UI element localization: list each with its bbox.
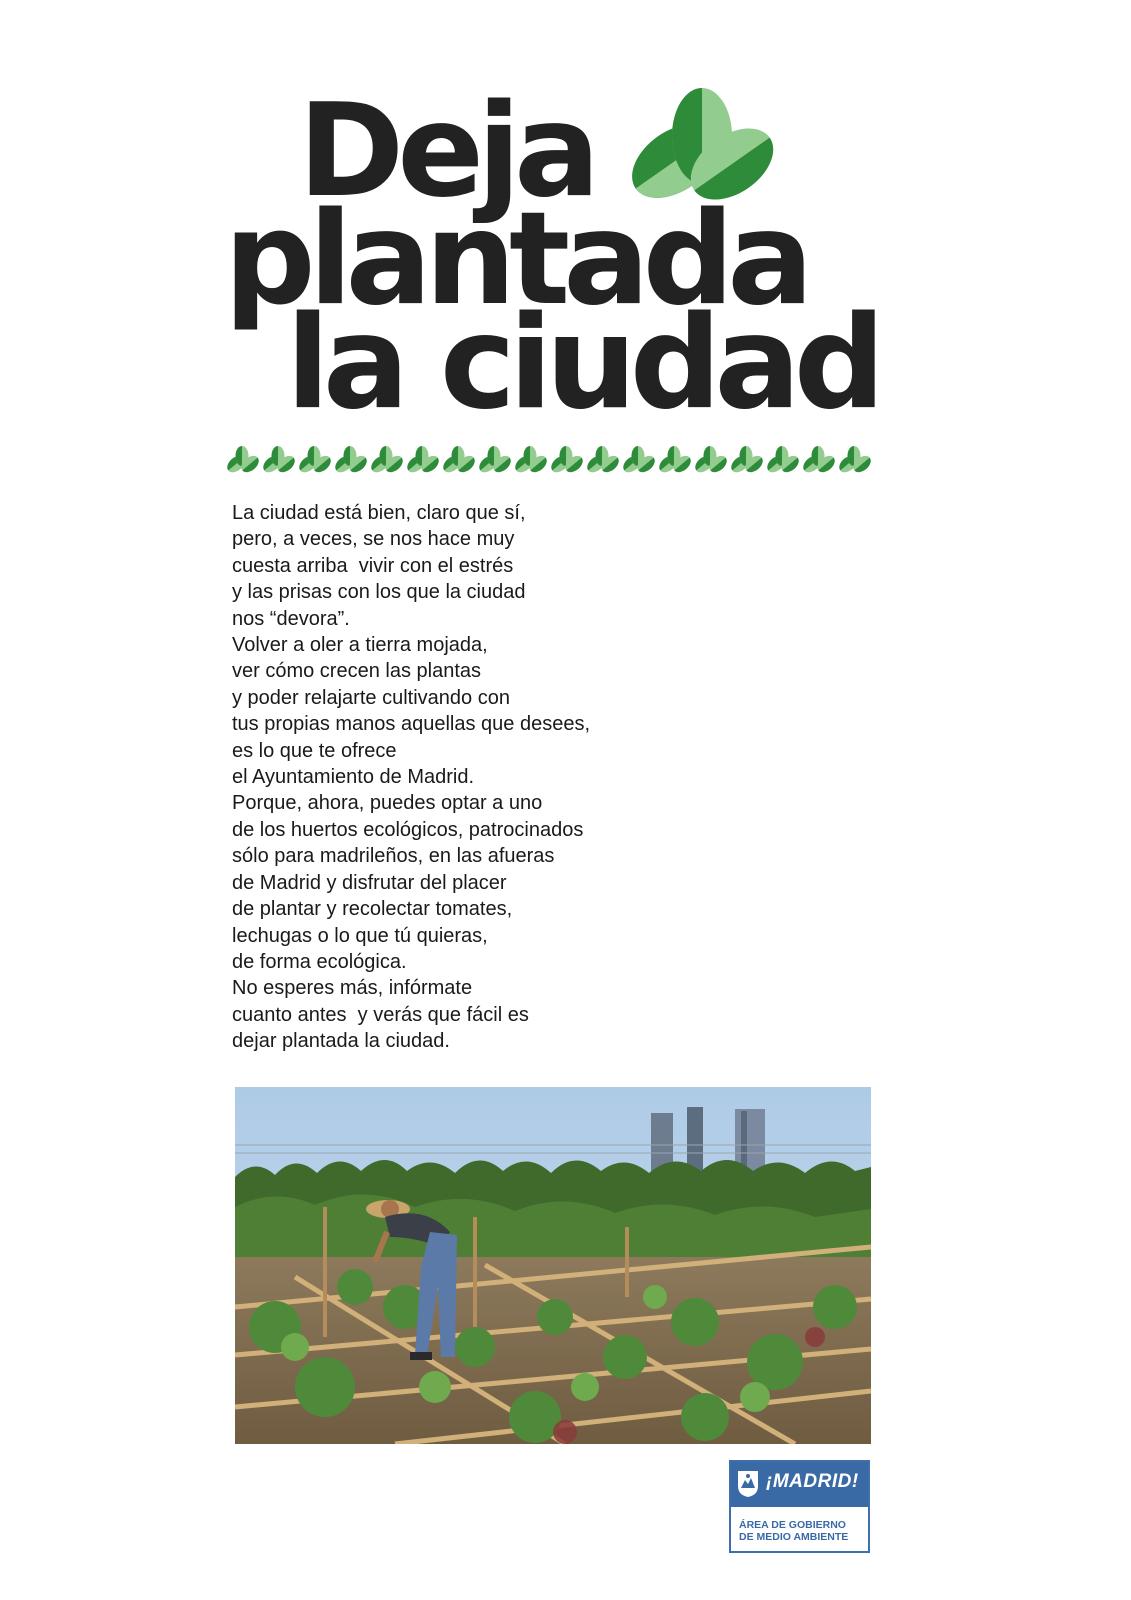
body-line: y las prisas con los que la ciudad	[232, 581, 526, 604]
body-line: La ciudad está bien, claro que sí,	[232, 502, 526, 524]
small-leaf-icon	[332, 446, 370, 475]
headline-line-2: plantada	[224, 185, 807, 334]
logo-subtitle	[739, 1519, 864, 1543]
body-line: lechugas o lo que tú quieras,	[232, 924, 488, 947]
body-line: el Ayuntamiento de Madrid.	[232, 766, 475, 789]
logo-subtitle-line-1: ÁREA DE GOBIERNO	[739, 1519, 846, 1531]
small-leaf-icon	[368, 446, 406, 475]
small-leaf-icon	[440, 446, 478, 475]
body-line: es lo que te ofrece	[232, 739, 397, 762]
leaf-row-divider	[226, 440, 872, 480]
body-line: cuanto antes y verás que fácil es	[232, 1003, 529, 1026]
small-leaf-icon	[548, 446, 586, 475]
small-leaf-icon	[476, 446, 514, 475]
body-line: de Madrid y disfrutar del placer	[232, 871, 507, 894]
small-leaf-icon	[836, 446, 872, 475]
body-line: cuesta arriba vivir con el estrés	[232, 554, 514, 577]
body-line: Porque, ahora, puedes optar a uno	[232, 792, 543, 815]
small-leaf-icon	[226, 446, 262, 475]
small-leaf-icon	[692, 446, 730, 475]
small-leaf-icon	[512, 446, 550, 475]
madrid-coat-of-arms-icon	[737, 1470, 759, 1498]
body-paragraph	[232, 500, 652, 1055]
small-leaf-icon	[584, 446, 622, 475]
logo-banner	[731, 1462, 868, 1507]
madrid-logo	[729, 1460, 870, 1553]
small-leaf-icon	[296, 446, 334, 475]
headline-line-3: la ciudad	[286, 289, 879, 438]
body-line: No esperes más, infórmate	[232, 977, 473, 1000]
body-line: nos “devora”.	[232, 607, 350, 630]
small-leaf-icon	[656, 446, 694, 475]
body-line: de plantar y recolectar tomates,	[232, 898, 513, 921]
body-line: pero, a veces, se nos hace muy	[232, 528, 515, 551]
body-line: y poder relajarte cultivando con	[232, 686, 510, 709]
logo-subtitle-line-2: DE MEDIO AMBIENTE	[739, 1531, 849, 1543]
logo-title: ¡MADRID!	[766, 1471, 859, 1492]
small-leaf-icon	[620, 446, 658, 475]
small-leaf-icon	[800, 446, 838, 475]
body-line: dejar plantada la ciudad.	[232, 1030, 450, 1053]
body-line: Volver a oler a tierra mojada,	[232, 634, 488, 657]
body-line: ver cómo crecen las plantas	[232, 660, 482, 683]
small-leaf-icon	[728, 446, 766, 475]
three-leaf-plant-icon	[620, 86, 780, 216]
small-leaf-icon	[260, 446, 298, 475]
small-leaf-icon	[764, 446, 802, 475]
body-line: de los huertos ecológicos, patrocinados	[232, 818, 584, 841]
body-line: de forma ecológica.	[232, 950, 407, 973]
body-line: tus propias manos aquellas que desees,	[232, 713, 591, 736]
garden-photo	[235, 1087, 871, 1444]
headline	[0, 0, 1131, 438]
headline-line-1: Deja	[298, 77, 594, 226]
body-line: sólo para madrileños, en las afueras	[232, 845, 555, 868]
small-leaf-icon	[404, 446, 442, 475]
